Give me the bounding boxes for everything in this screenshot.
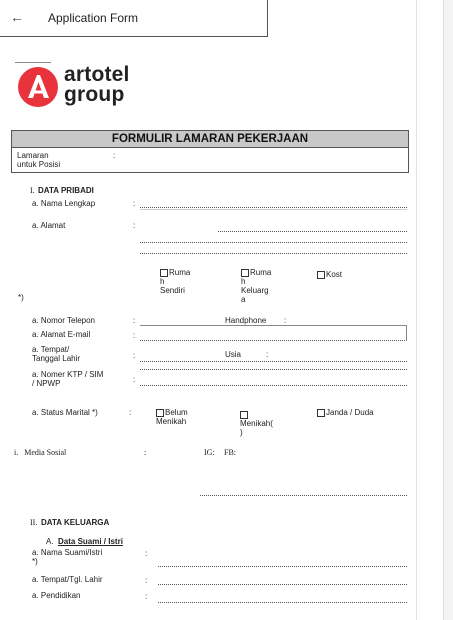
housing-family-option[interactable] xyxy=(241,268,286,304)
name-input-line[interactable] xyxy=(140,207,407,208)
age-colon: : xyxy=(266,350,269,359)
form-title: FORMULIR LAMARAN PEKERJAAN xyxy=(111,133,309,145)
spouse-birth-colon: : xyxy=(145,576,148,585)
housing-own-checkbox[interactable] xyxy=(160,269,168,277)
spouse-name-colon: : xyxy=(145,549,148,558)
page-edge xyxy=(416,0,417,620)
position-colon: : xyxy=(113,151,116,160)
id-input-line[interactable] xyxy=(140,369,407,370)
housing-kost-checkbox[interactable] xyxy=(317,271,325,279)
id-label: a. Nomer KTP / SIM / NPWP xyxy=(32,370,104,388)
housing-own-option[interactable] xyxy=(160,268,205,295)
marital-married-label: Menikah( ) xyxy=(240,419,273,437)
social-input-line[interactable] xyxy=(200,495,407,496)
spouse-birth-label: a. Tempat/Tgl. Lahir xyxy=(32,575,103,584)
marital-widow-checkbox[interactable] xyxy=(317,409,325,417)
scrollbar-track[interactable] xyxy=(443,0,453,620)
ig-label: IG: xyxy=(204,448,215,457)
marital-widow-option[interactable] xyxy=(317,408,374,417)
artotel-logo-icon xyxy=(16,65,60,109)
name-label: a. Nama Lengkap xyxy=(32,199,96,208)
housing-kost-label: Kost xyxy=(326,270,343,279)
logo xyxy=(16,63,156,108)
education-input-line[interactable] xyxy=(158,602,407,603)
name-colon: : xyxy=(133,199,136,208)
marital-colon: : xyxy=(129,408,132,417)
housing-own-label: Ruma h Sendiri xyxy=(160,268,191,295)
housing-footnote: *) xyxy=(18,293,24,302)
section2-title: DATA KELUARGA xyxy=(41,518,110,527)
address-input-line-3[interactable] xyxy=(140,253,407,254)
divider xyxy=(15,62,51,63)
social-colon: : xyxy=(144,448,147,457)
id-colon: : xyxy=(133,375,136,384)
housing-kost-option[interactable] xyxy=(317,270,342,279)
handphone-colon: : xyxy=(284,316,287,325)
spouse-birth-input-line[interactable] xyxy=(158,584,407,585)
section1-roman: I. xyxy=(30,186,35,195)
phone-input-line[interactable] xyxy=(140,325,407,326)
logo-text-line2: group xyxy=(64,83,125,106)
social-label: i. Media Sosial xyxy=(14,448,67,457)
address-input-line-2[interactable] xyxy=(140,242,407,243)
section2-roman: II. xyxy=(30,518,38,527)
spouse-name-input-line[interactable] xyxy=(158,566,407,567)
birth-input-line[interactable] xyxy=(140,361,407,362)
email-label: a. Alamat E-mail xyxy=(32,330,91,339)
handphone-label: Handphone xyxy=(225,316,267,325)
marital-single-label: Belum Menikah xyxy=(156,408,188,426)
position-label: Lamaran untuk Posisi xyxy=(17,151,61,169)
name-input-underline xyxy=(140,209,407,210)
sub-a-prefix: A. xyxy=(46,537,54,546)
marital-married-checkbox[interactable] xyxy=(240,411,248,419)
page-title: Application Form xyxy=(48,11,139,25)
marital-single-checkbox[interactable] xyxy=(156,409,164,417)
housing-family-label: Ruma h Keluarg a xyxy=(241,268,272,304)
fb-label: FB: xyxy=(224,448,237,457)
marital-married-option[interactable] xyxy=(240,410,295,437)
logo-text-line1: artotel xyxy=(64,63,130,86)
marital-widow-label: Janda / Duda xyxy=(326,408,374,417)
form-title-bar xyxy=(11,130,409,148)
birth-label: a. Tempat/ Tanggal Lahir xyxy=(32,345,81,363)
housing-family-checkbox[interactable] xyxy=(241,269,249,277)
marital-label: a. Status Marital *) xyxy=(32,408,98,417)
id-input-line-2[interactable] xyxy=(140,385,407,386)
section1-title: DATA PRIBADI xyxy=(38,186,94,195)
phone-label: a. Nomor Telepon xyxy=(32,316,95,325)
education-label: a. Pendidikan xyxy=(32,591,81,600)
spouse-name-label: a. Nama Suami/Istri *) xyxy=(32,548,103,566)
address-colon: : xyxy=(133,221,136,230)
age-label: Usia xyxy=(225,350,242,359)
sub-a-title: Data Suami / Istri xyxy=(58,537,123,546)
app-bar xyxy=(0,0,268,37)
birth-colon: : xyxy=(133,351,136,360)
email-colon: : xyxy=(133,331,136,340)
email-input-line[interactable] xyxy=(140,340,407,341)
address-input-line-1[interactable] xyxy=(218,231,407,232)
marital-single-option[interactable] xyxy=(156,408,216,426)
position-row xyxy=(11,147,409,173)
phone-colon: : xyxy=(133,316,136,325)
email-input-edge xyxy=(406,326,407,341)
back-arrow-icon[interactable]: ← xyxy=(10,9,24,25)
address-label: a. Alamat xyxy=(32,221,66,230)
education-colon: : xyxy=(145,592,148,601)
